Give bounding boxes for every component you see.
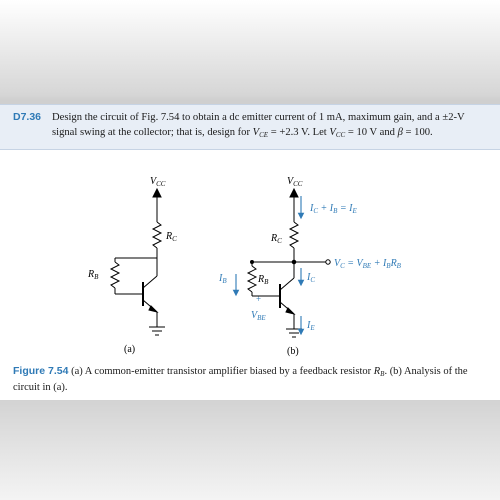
problem-text: Design the circuit of Fig. 7.54 to obtain a dc emitter current of 1 mA, maximum gain, and a ±2-V signal swing at the collector; that is, design for $V_{CE} = +2.3$ V. Let $V_{CC} = 10$ V and β = 100. <box>52 112 465 139</box>
labels-b <box>218 176 402 357</box>
circuit-figure <box>0 150 500 360</box>
rc-resistor-b <box>290 222 298 248</box>
rb-resistor-b <box>248 266 256 292</box>
problem-statement <box>0 104 500 150</box>
problem-id: D7.36 <box>13 111 42 123</box>
rb-resistor-a <box>111 262 119 288</box>
ic-label: $I_C$ <box>307 272 316 284</box>
vbe-label: $V_{BE}$ <box>251 310 266 322</box>
figure-tag-a: (a) <box>124 344 136 355</box>
collector-junction-dot <box>292 260 296 264</box>
current-sum-equation: $I_C + I_B = I_E$ <box>310 203 357 215</box>
vcc-arrow-b <box>290 189 298 197</box>
rb-label-b: $R_B$ <box>258 274 269 286</box>
page-shadow-bottom <box>0 400 500 500</box>
vcc-arrow-a <box>153 189 161 197</box>
ie-label: $I_E$ <box>307 320 315 332</box>
figure-caption: Figure 7.54 (a) A common-emitter transistor amplifier biased by a feedback resistor $R_B$. (b) Analysis of the circuit in (a). <box>13 365 468 393</box>
figure-tag-b: (b) <box>287 346 299 357</box>
figure-label: Figure 7.54 <box>13 365 69 377</box>
vc-equation: $V_C = V_{BE} + I_BR_B$ <box>334 258 401 270</box>
rc-label-b: $R_C$ <box>271 233 282 245</box>
rc-resistor-a <box>153 222 161 248</box>
rc-label-a: $R_C$ <box>166 231 177 243</box>
vbe-plus: + <box>256 294 262 304</box>
vc-output-node <box>326 260 330 264</box>
rb-label-a: $R_B$ <box>88 269 99 281</box>
labels-a <box>87 176 177 355</box>
vcc-label-b: $V_{CC}$ <box>287 176 303 188</box>
ib-label: $I_B$ <box>219 273 227 285</box>
circuit-a <box>111 189 165 335</box>
vcc-label-a: $V_{CC}$ <box>150 176 166 188</box>
